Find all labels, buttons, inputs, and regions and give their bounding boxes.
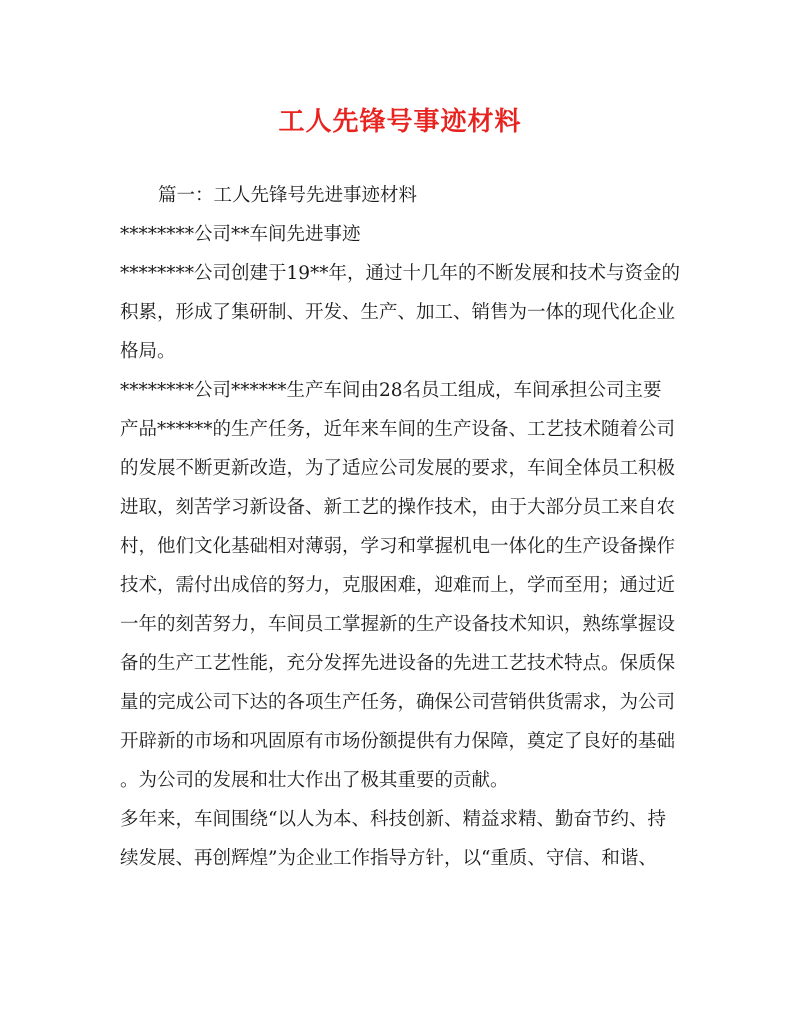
paragraph-line: 积累，形成了集研制、开发、生产、加工、销售为一体的现代化企业 bbox=[120, 302, 676, 323]
paragraph-line: ********公司创建于19**年，通过十几年的不断发展和技术与资金的 bbox=[120, 263, 681, 284]
paragraph-line: 。为公司的发展和壮大作出了极其重要的贡献。 bbox=[120, 770, 509, 791]
paragraph-line: 的发展不断更新改造，为了适应公司发展的要求，车间全体员工积极 bbox=[120, 458, 676, 479]
paragraph-line: ********公司******生产车间由28名员工组成，车间承担公司主要 bbox=[120, 380, 662, 401]
document-body bbox=[120, 176, 680, 878]
paragraph-line: 一年的刻苦努力，车间员工掌握新的生产设备技术知识，熟练掌握设 bbox=[120, 614, 676, 635]
paragraph-line: 多年来，车间围绕“以人为本、科技创新、精益求精、勤奋节约、持 bbox=[120, 809, 666, 830]
paragraph-line: 村，他们文化基础相对薄弱，学习和掌握机电一体化的生产设备操作 bbox=[120, 536, 676, 557]
paragraph-line: 开辟新的市场和巩固原有市场份额提供有力保障，奠定了良好的基础 bbox=[120, 731, 676, 752]
paragraph-line: 备的生产工艺性能，充分发挥先进设备的先进工艺技术特点。保质保 bbox=[120, 653, 676, 674]
paragraph-line: 技术，需付出成倍的努力，克服困难，迎难而上，学而至用；通过近 bbox=[120, 575, 676, 596]
paragraph-line: 量的完成公司下达的各项生产任务，确保公司营销供货需求，为公司 bbox=[120, 692, 676, 713]
paragraph-line: 续发展、再创辉煌”为企业工作指导方针，以“重质、守信、和谐、 bbox=[120, 848, 657, 869]
subheading: ********公司**车间先进事迹 bbox=[120, 224, 361, 245]
paragraph-line: 格局。 bbox=[120, 341, 176, 362]
paragraph-line: 进取，刻苦学习新设备、新工艺的操作技术，由于大部分员工来自农 bbox=[120, 497, 676, 518]
section-heading: 篇一：工人先锋号先进事迹材料 bbox=[158, 185, 418, 206]
document-title: 工人先锋号事迹材料 bbox=[278, 107, 522, 137]
paragraph-line: 产品******的生产任务，近年来车间的生产设备、工艺技术随着公司 bbox=[120, 419, 676, 440]
